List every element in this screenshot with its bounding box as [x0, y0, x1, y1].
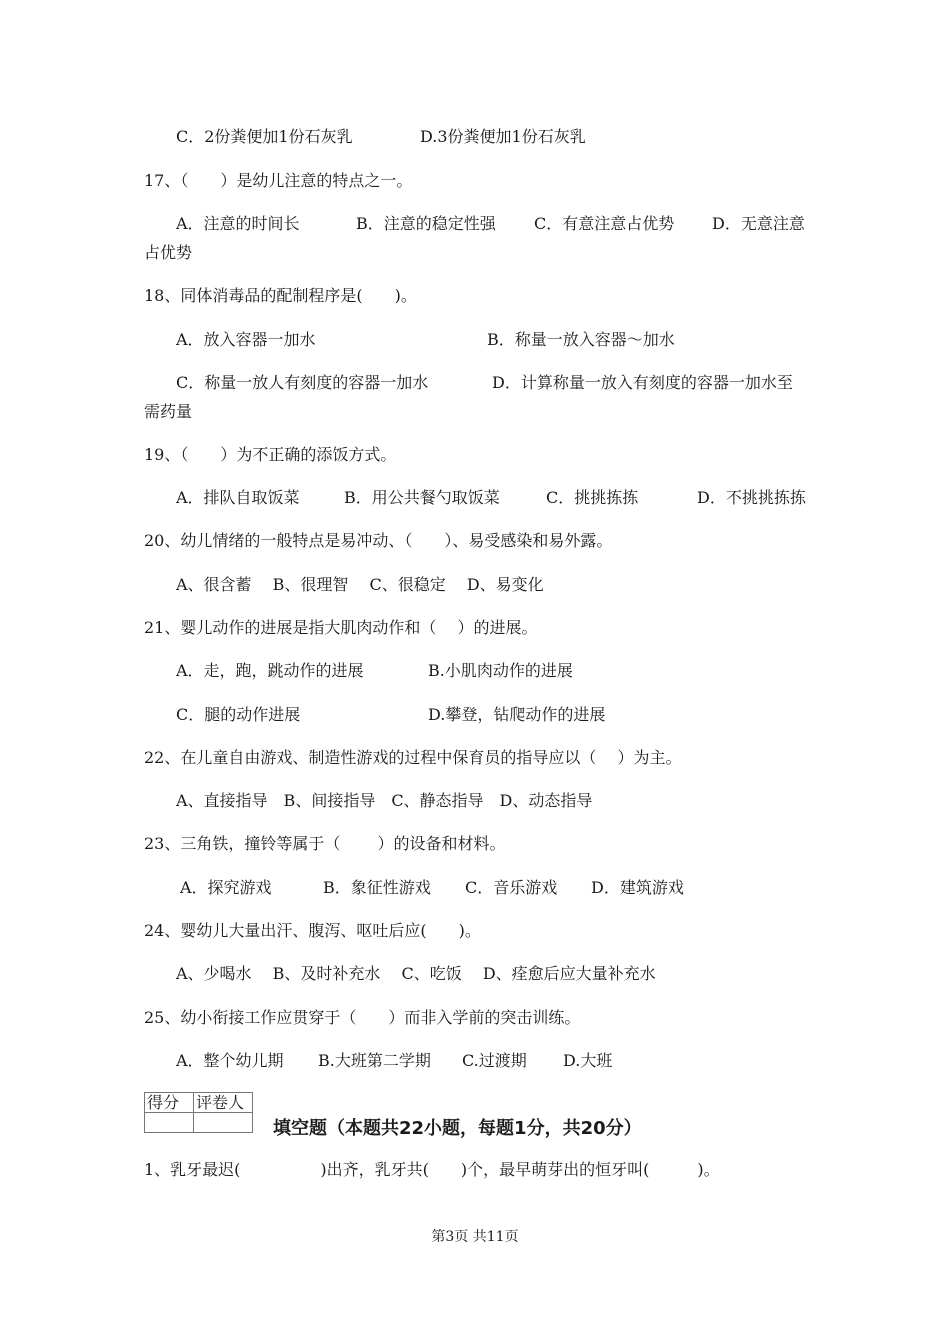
- q19-option-a: A．排队自取饭菜: [176, 488, 300, 507]
- q23-option-d: D．建筑游戏: [591, 878, 684, 897]
- q20-stem: 20、幼儿情绪的一般特点是易冲动、（ ）、易受感染和易外露。: [144, 531, 613, 550]
- q24-options: A、少喝水 B、及时补充水 C、吃饭 D、痊愈后应大量补充水: [176, 964, 656, 983]
- q18-option-d: D．计算称量一放入有刻度的容器一加水至: [492, 373, 793, 392]
- grader-header: 评卷人: [194, 1093, 253, 1113]
- q17-option-c: C．有意注意占优势: [534, 214, 675, 233]
- q16-option-d: D.3份粪便加1份石灰乳: [420, 127, 586, 146]
- section-heading: 填空题（本题共22小题，每题1分，共20分）: [273, 1118, 642, 1139]
- q25-option-d: D.大班: [563, 1051, 613, 1070]
- q19-option-b: B．用公共餐勺取饭菜: [344, 488, 500, 507]
- q23-option-c: C．音乐游戏: [465, 878, 558, 897]
- q21-option-a: A．走，跑，跳动作的进展: [176, 661, 364, 680]
- q23-option-b: B．象征性游戏: [323, 878, 431, 897]
- grader-cell: [194, 1113, 253, 1133]
- q23-option-a: A．探究游戏: [180, 878, 272, 897]
- q18-option-a: A．放入容器一加水: [176, 330, 316, 349]
- q17-option-b: B．注意的稳定性强: [356, 214, 496, 233]
- score-cell: [145, 1113, 194, 1133]
- q25-option-a: A．整个幼儿期: [176, 1051, 284, 1070]
- q17-option-d: D．无意注意: [712, 214, 805, 233]
- q21-stem: 21、婴儿动作的进展是指大肌肉动作和（ ）的进展。: [144, 618, 538, 637]
- q16-option-c: C．2份粪便加1份石灰乳: [176, 127, 353, 146]
- q18-option-c: C．称量一放人有刻度的容器一加水: [176, 373, 429, 392]
- q21-option-d: D.攀登，钻爬动作的进展: [428, 705, 606, 724]
- q22-options: A、直接指导 B、间接指导 C、静态指导 D、动态指导: [176, 791, 593, 810]
- q18-option-d-continued: 需药量: [144, 402, 193, 421]
- q19-stem: 19、（ ）为不正确的添饭方式。: [144, 445, 397, 464]
- q25-option-c: C.过渡期: [462, 1051, 527, 1070]
- page-footer: 第3页 共11页: [431, 1229, 519, 1245]
- q24-stem: 24、婴幼儿大量出汗、腹泻、呕吐后应( )。: [144, 921, 481, 940]
- q19-option-d: D．不挑挑拣拣: [697, 488, 806, 507]
- q23-stem: 23、三角铁，撞铃等属于（ ）的设备和材料。: [144, 834, 506, 853]
- score-table: [144, 1092, 253, 1133]
- score-header: 得分: [145, 1093, 194, 1113]
- q22-stem: 22、在儿童自由游戏、制造性游戏的过程中保育员的指导应以（ ）为主。: [144, 748, 682, 767]
- q19-option-c: C．挑挑拣拣: [546, 488, 639, 507]
- q25-option-b: B.大班第二学期: [318, 1051, 431, 1070]
- q18-stem: 18、同体消毒品的配制程序是( )。: [144, 286, 417, 305]
- q17-option-a: A．注意的时间长: [176, 214, 300, 233]
- q20-options: A、很含蓄 B、很理智 C、很稳定 D、易变化: [176, 575, 544, 594]
- q21-option-c: C．腿的动作进展: [176, 705, 301, 724]
- fill-question-1: 1、乳牙最迟( )出齐，乳牙共( )个，最早萌芽出的恒牙叫( )。: [144, 1160, 720, 1179]
- q25-stem: 25、幼小衔接工作应贯穿于（ ）而非入学前的突击训练。: [144, 1008, 581, 1027]
- q21-option-b: B.小肌肉动作的进展: [428, 661, 573, 680]
- q18-option-b: B．称量一放入容器～加水: [487, 330, 675, 349]
- q17-option-d-continued: 占优势: [144, 243, 193, 262]
- q17-stem: 17、（ ）是幼儿注意的特点之一。: [144, 171, 413, 190]
